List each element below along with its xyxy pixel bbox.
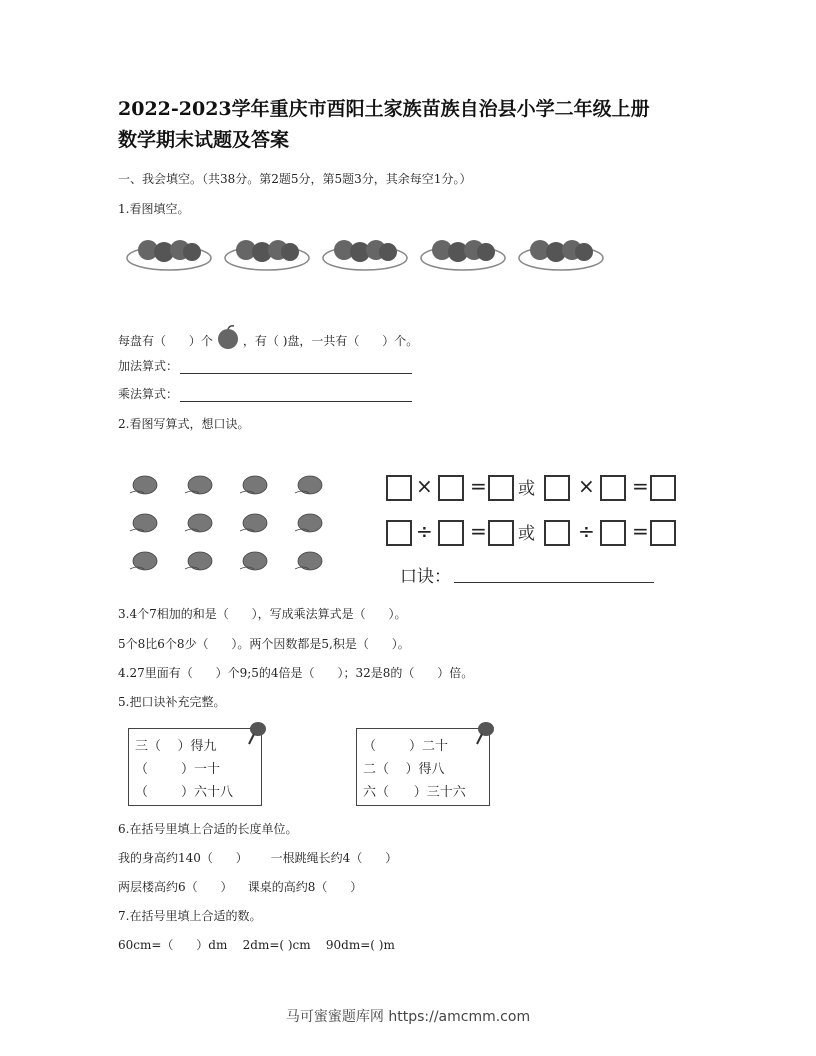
answer-box[interactable]	[488, 520, 514, 546]
koujue-label: 口诀：	[400, 567, 451, 587]
flower-icon	[295, 514, 322, 532]
question-6-label: 6.在括号里填上合适的长度单位。	[118, 822, 298, 836]
card-1-row-3: （ ）六十八	[135, 785, 234, 800]
apple-plate-icon	[322, 230, 408, 286]
flower-icon	[130, 514, 157, 532]
question-5-label: 5.把口诀补充完整。	[118, 695, 226, 709]
equals-sign: =	[470, 474, 487, 498]
equation-boxes	[380, 470, 696, 590]
answer-box[interactable]	[650, 520, 676, 546]
or-word: 或	[518, 524, 535, 544]
flower-icon	[185, 476, 212, 494]
answer-box[interactable]	[544, 475, 570, 501]
question-6-line-2: 两层楼高约6（ ） 课桌的高约8（ ）	[118, 880, 363, 894]
question-7-line-1: 60cm=（ ）dm 2dm=( )cm 90dm=( )m	[118, 938, 395, 952]
question-2-label: 2.看图写算式，想口诀。	[118, 417, 250, 431]
apple-icon	[215, 325, 241, 349]
card-1-row-1: 三（ ）得九	[135, 739, 217, 754]
q1-fill-a: 每盘有（ ）个	[118, 334, 213, 348]
divide-sign: ÷	[578, 519, 595, 543]
answer-box[interactable]	[488, 475, 514, 501]
apple-plates-illustration	[126, 230, 606, 290]
apple-plate-icon	[126, 230, 212, 286]
times-sign: ×	[578, 474, 595, 498]
apple-plate-icon	[420, 230, 506, 286]
answer-box[interactable]	[600, 475, 626, 501]
addition-label: 加法算式：	[118, 359, 179, 373]
flower-grid-illustration	[120, 465, 340, 585]
card-2-row-3: 六（ ）三十六	[363, 785, 466, 800]
document-title	[118, 94, 718, 156]
card-2-row-2: 二（ ）得八	[363, 762, 445, 777]
card-1-row-2: （ ）一十	[135, 762, 221, 777]
flower-icon	[295, 552, 322, 570]
divide-sign: ÷	[416, 519, 433, 543]
flower-icon	[240, 476, 267, 494]
flower-icon	[295, 476, 322, 494]
title-line-1: 2022-2023学年重庆市酉阳土家族苗族自治县小学二年级上册	[118, 98, 650, 120]
question-1-label: 1.看图填空。	[118, 202, 190, 216]
koujue-card-2	[356, 728, 490, 806]
flower-icon	[185, 552, 212, 570]
apple-plate-icon	[518, 230, 604, 286]
flower-icon	[185, 514, 212, 532]
section-1-heading: 一、我会填空。（共38分。第2题5分，第5题3分，其余每空1分。）	[118, 172, 472, 186]
flower-icon	[130, 476, 157, 494]
addition-formula-line	[118, 357, 412, 374]
equals-sign: =	[470, 519, 487, 543]
question-4-line-1: 4.27里面有（ ）个9;5的4倍是（ ）；32是8的（ ）倍。	[118, 666, 474, 680]
question-7-label: 7.在括号里填上合适的数。	[118, 909, 262, 923]
or-word: 或	[518, 479, 535, 499]
card-2-row-1: （ ）二十	[363, 739, 449, 754]
answer-box[interactable]	[386, 475, 412, 501]
apple-plate-icon	[224, 230, 310, 286]
question-6-line-1: 我的身高约140（ ） 一根跳绳长约4（ ）	[118, 851, 398, 865]
multiplication-formula-line	[118, 385, 412, 402]
answer-box[interactable]	[650, 475, 676, 501]
pushpin-icon	[246, 720, 268, 746]
question-1-fill-line	[118, 325, 418, 349]
answer-box[interactable]	[544, 520, 570, 546]
answer-box[interactable]	[438, 520, 464, 546]
equals-sign: =	[632, 474, 649, 498]
koujue-card-1	[128, 728, 262, 806]
multiplication-answer-line[interactable]	[180, 389, 412, 402]
equals-sign: =	[632, 519, 649, 543]
answer-box[interactable]	[438, 475, 464, 501]
title-line-2: 数学期末试题及答案	[118, 129, 290, 151]
multiplication-label: 乘法算式：	[118, 387, 179, 401]
answer-box[interactable]	[386, 520, 412, 546]
q1-fill-b: ，有（ )盘，一共有（ ）个。	[242, 334, 419, 348]
question-3-line-2: 5个8比6个8少（ ）。两个因数都是5,积是（ ）。	[118, 637, 410, 651]
flower-icon	[240, 514, 267, 532]
addition-answer-line[interactable]	[180, 361, 412, 374]
flower-icon	[130, 552, 157, 570]
footer-watermark: 马可蜜蜜题库网 https://amcmm.com	[285, 1009, 531, 1025]
flower-icon	[240, 552, 267, 570]
question-3-line-1: 3.4个7相加的和是（ ），写成乘法算式是（ ）。	[118, 607, 407, 621]
times-sign: ×	[416, 474, 433, 498]
answer-box[interactable]	[600, 520, 626, 546]
koujue-answer-line[interactable]	[454, 582, 654, 583]
pushpin-icon	[474, 720, 496, 746]
